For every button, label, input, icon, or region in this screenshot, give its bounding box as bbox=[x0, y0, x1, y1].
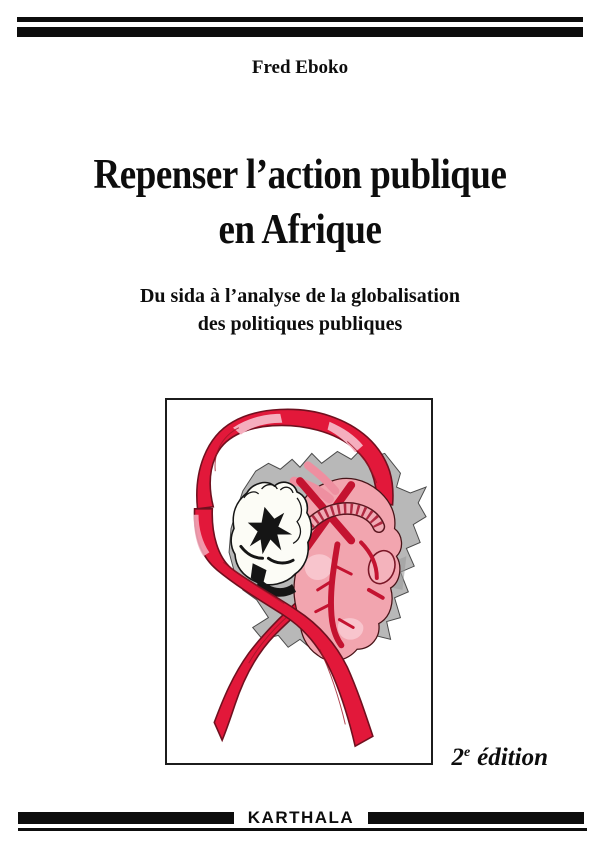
publisher-row bbox=[18, 807, 584, 827]
edition-note bbox=[451, 740, 548, 771]
book-subtitle bbox=[0, 282, 600, 338]
author-name: Fred Eboko bbox=[251, 57, 349, 78]
cover-illustration bbox=[167, 400, 431, 763]
edition-word: édition bbox=[477, 744, 548, 771]
edition-number: 2 bbox=[451, 744, 464, 771]
book-title bbox=[0, 148, 600, 258]
cover-illustration-frame bbox=[165, 398, 433, 765]
book-title-line1: Repenser l’action publique bbox=[93, 152, 507, 198]
publisher-name: KARTHALA bbox=[247, 807, 355, 827]
publisher-bar-right bbox=[368, 812, 584, 824]
book-subtitle-line2: des politiques publiques bbox=[197, 313, 403, 335]
book-title-line2: en Afrique bbox=[218, 207, 382, 253]
publisher-bar-left bbox=[18, 812, 234, 824]
top-rule-thick bbox=[17, 27, 583, 37]
bottom-rule-thin bbox=[18, 828, 587, 831]
book-subtitle-line1: Du sida à l’analyse de la globalisation bbox=[139, 285, 461, 307]
edition-suffix: e bbox=[463, 745, 471, 760]
top-rule-thin bbox=[17, 17, 583, 22]
